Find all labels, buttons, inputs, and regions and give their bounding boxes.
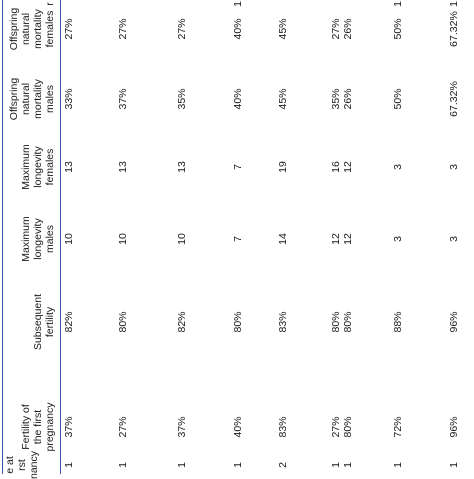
table-cell: 1 (448, 1, 460, 7)
table-cell: 12 12 (330, 233, 354, 245)
table-cell: 27% (63, 18, 75, 40)
table-cell: 80% (117, 311, 129, 333)
table-cell: 50% (392, 18, 404, 40)
table-cell: 45% (277, 88, 289, 110)
table-cell: 1 (448, 462, 460, 468)
table-cell: 45% (277, 18, 289, 40)
table-cell: 27% 26% (330, 18, 354, 40)
header-rule (60, 0, 61, 474)
table-cell: 1 (176, 462, 188, 468)
table-cell: 1 (392, 1, 404, 7)
table-cell: 13 (176, 161, 188, 173)
header-offspring-mortality-males: Offspring natural mortality males (8, 77, 56, 121)
table-cell: 96% (448, 311, 460, 333)
table-cell: 96% (448, 416, 460, 438)
table-cell: 27% 80% (330, 416, 354, 438)
table-top-rule (2, 0, 3, 474)
table-cell: 2 (277, 462, 289, 468)
table-cell: 88% (392, 311, 404, 333)
table-cell: 35% 26% (330, 88, 354, 110)
table-cell: 35% (176, 88, 188, 110)
table-cell: 37% (176, 416, 188, 438)
header-offspring-mortality-females: Offspring natural mortality females (8, 7, 56, 51)
table-cell: 1 (117, 462, 129, 468)
table-cell: 27% (176, 18, 188, 40)
header-max-longevity-males: Maximum longevity males (20, 216, 56, 262)
table-cell: 82% (176, 311, 188, 333)
table-cell: 7 (232, 236, 244, 242)
table-cell: 13 (117, 161, 129, 173)
table-cell: 67.32% (448, 11, 460, 47)
table-cell: 27% (117, 416, 129, 438)
table-cell: 40% (232, 416, 244, 438)
header-subsequent-fertility: Subsequent fertility (32, 293, 56, 351)
table-cell: 83% (277, 416, 289, 438)
table-cell: 72% (392, 416, 404, 438)
table-cell: 1 (232, 462, 244, 468)
header-max-longevity-females: Maximum longevity females (20, 144, 56, 190)
table-cell: 80% (232, 311, 244, 333)
table-cell: 7 (232, 164, 244, 170)
table-cell: 19 (277, 161, 289, 173)
table-cell: 83% (277, 311, 289, 333)
header-age-first-pregnancy: e at rst nancy (4, 450, 40, 479)
table-cell: 50% (392, 88, 404, 110)
header-truncated-col: r (44, 2, 56, 6)
table-cell: 40% (232, 18, 244, 40)
table-cell: 40% (232, 88, 244, 110)
table-cell: 3 (392, 164, 404, 170)
table-cell: 3 (448, 164, 460, 170)
table-cell: 80% 80% (330, 311, 354, 333)
table-cell: 14 (277, 233, 289, 245)
table-cell: 10 (63, 233, 75, 245)
table-cell: 82% (63, 311, 75, 333)
table-cell: 37% (117, 88, 129, 110)
table-cell: 10 (176, 233, 188, 245)
header-fertility-first-pregnancy: Fertility of the first pregnancy (20, 402, 56, 452)
table-cell: 13 (63, 161, 75, 173)
table-cell: 27% (117, 18, 129, 40)
table-cell: 16 12 (330, 161, 354, 173)
table-cell: 1 1 (330, 462, 354, 468)
table-cell: 3 (392, 236, 404, 242)
table-cell: 33% (63, 88, 75, 110)
table-cell: 3 (448, 236, 460, 242)
table-cell: 10 (117, 233, 129, 245)
table-cell: 1 (392, 462, 404, 468)
table-cell: 1 (232, 1, 244, 7)
table-cell: 1 (63, 462, 75, 468)
table-cell: 37% (63, 416, 75, 438)
table-cell: 67.32% (448, 81, 460, 117)
